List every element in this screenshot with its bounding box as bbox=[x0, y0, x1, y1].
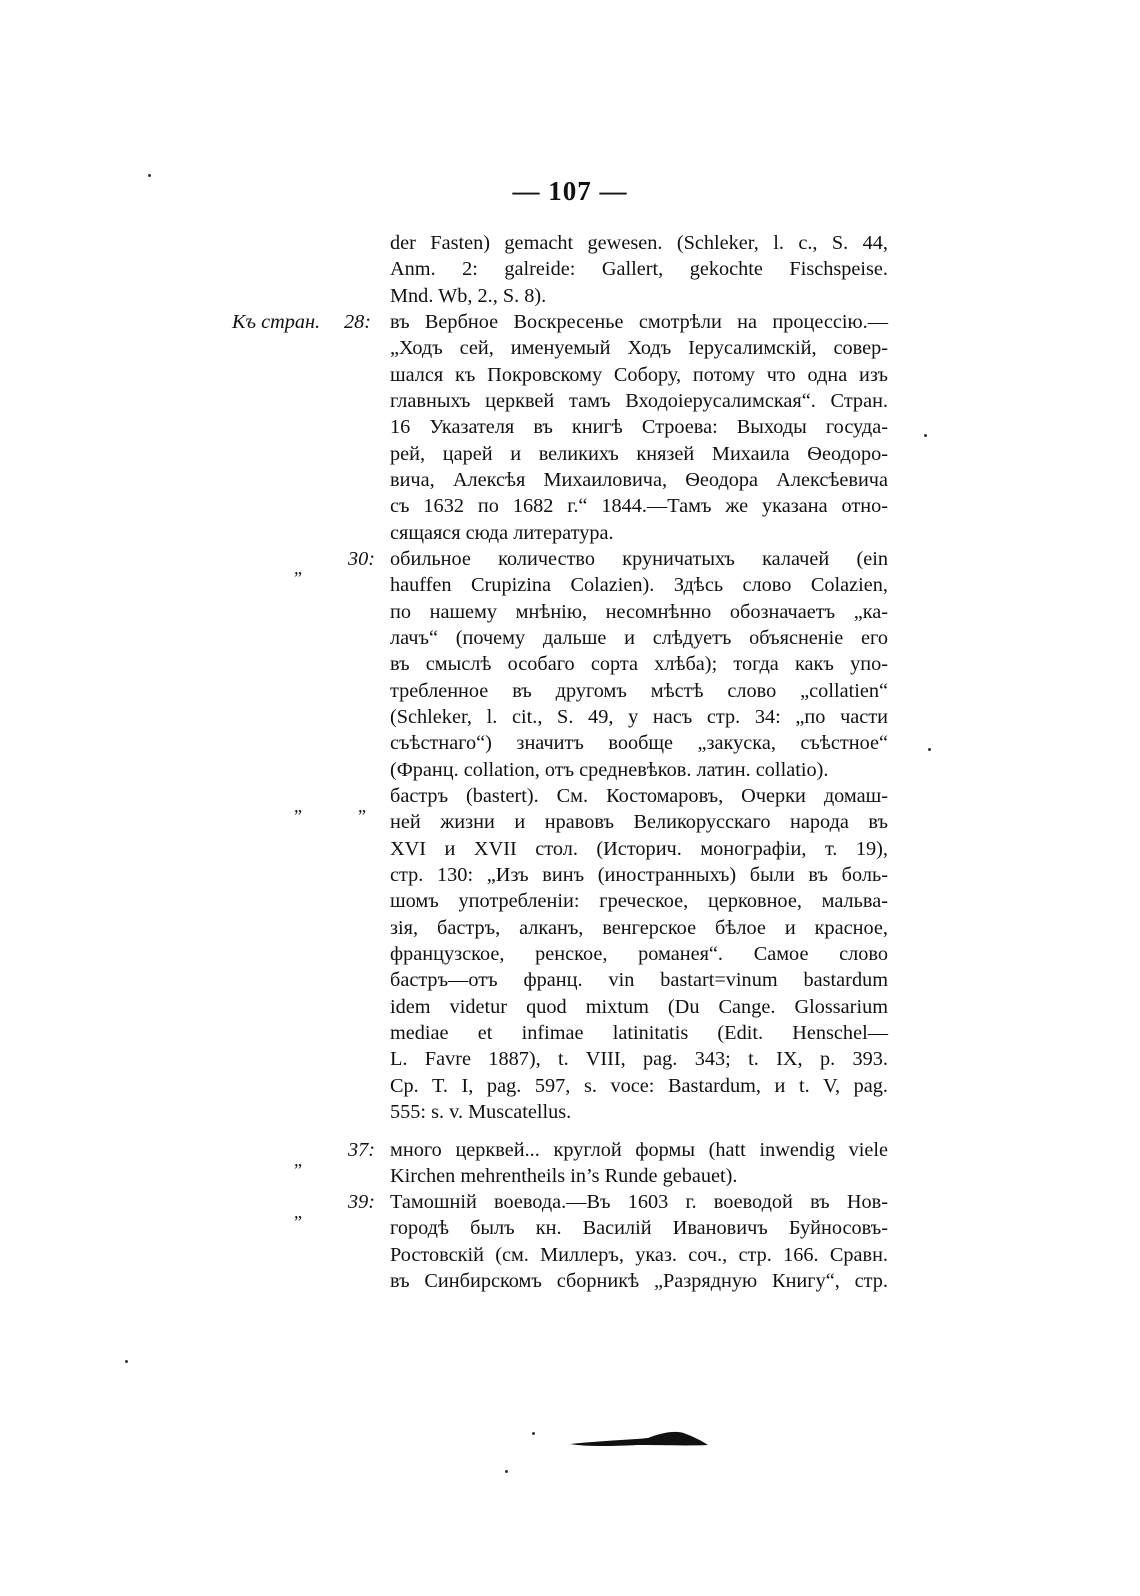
text-line: Cp. T. I, pag. 597, s. voce: Bastardum, и t. V, pag. bbox=[390, 1074, 888, 1097]
scan-speck bbox=[148, 174, 151, 177]
text-line: Тамошній воевода.—Въ 1603 г. воеводой въ Нов- bbox=[390, 1191, 888, 1213]
text-line: французское, ренское, романея“. Самое слово bbox=[390, 943, 888, 966]
page-reference-number: 30: bbox=[348, 548, 376, 570]
page-reference-number: 28: bbox=[344, 311, 372, 333]
text-line: Mnd. Wb, 2., S. 8). bbox=[390, 284, 547, 307]
text-line: въ смыслѣ особаго сорта хлѣба); тогда какъ упо- bbox=[390, 653, 888, 676]
scan-speck bbox=[125, 1360, 128, 1363]
page-reference-number: 37: bbox=[348, 1139, 376, 1161]
ditto-mark: „ bbox=[294, 1150, 302, 1170]
text-line: лачъ“ (почему дальше и слѣдуетъ объясненіе его bbox=[390, 627, 888, 650]
text-line: сящаяся сюда литература. bbox=[390, 521, 614, 544]
text-line: (Франц. collation, отъ средневѣков. латин. collatio). bbox=[390, 758, 829, 781]
page-number: — 107 — bbox=[512, 176, 628, 206]
text-line: въ Вербное Воскресенье смотрѣли на процессію.— bbox=[390, 311, 888, 333]
note-page-37 bbox=[390, 1137, 888, 1190]
text-line: требленное въ другомъ мѣстѣ слово „collatien“ bbox=[390, 679, 888, 702]
text-line: 555: s. v. Muscatellus. bbox=[390, 1101, 572, 1124]
text-line: бастръ (bastert). См. Костомаровъ, Очерки домаш- bbox=[390, 785, 888, 807]
text-line: зія, бастръ, алканъ, венгерское бѣлое и красное, bbox=[390, 916, 888, 939]
text-line: въ Синбирскомъ сборникѣ „Разрядную Книгу“, стр. bbox=[390, 1270, 888, 1293]
text-line: шомъ употребленіи: греческое, церковное, мальва- bbox=[390, 890, 888, 913]
note-page-30 bbox=[390, 546, 888, 783]
text-line: hauffen Crupizina Colazien). Здѣсь слово Colazien, bbox=[390, 574, 888, 597]
text-line: XVI и XVII стол. (Историч. монографіи, т. 19), bbox=[390, 837, 888, 860]
text-line: стр. 130: „Изъ винъ (иностранныхъ) были въ боль- bbox=[390, 864, 888, 887]
text-line: L. Favre 1887), t. VIII, pag. 343; t. IX, p. 393. bbox=[390, 1048, 888, 1071]
text-line: Kirchen mehrentheils in’s Runde gebauet). bbox=[390, 1165, 738, 1188]
note-page-30-bastr bbox=[390, 783, 888, 1125]
ditto-mark: „ bbox=[294, 558, 302, 578]
text-line: mediae et infimae latinitatis (Edit. Henschel— bbox=[390, 1022, 888, 1045]
text-line: съ 1632 по 1682 г.“ 1844.—Тамъ же указана отно- bbox=[390, 495, 888, 518]
text-line: Ростовскій (см. Миллеръ, указ. соч., стр. 166. Сравн. bbox=[390, 1243, 888, 1266]
ditto-mark: „ bbox=[358, 796, 366, 816]
scan-speck bbox=[505, 1470, 508, 1473]
ditto-mark: „ bbox=[294, 796, 302, 816]
scan-speck bbox=[532, 1432, 535, 1435]
text-line: много церквей... круглой формы (hatt inwendig viele bbox=[390, 1139, 888, 1161]
text-line: шался къ Покровскому Собору, потому что одна изъ bbox=[390, 363, 888, 386]
text-line: „Ходъ сей, именуемый Ходъ Іерусалимскій, совер- bbox=[390, 337, 888, 360]
text-line: бастръ—отъ франц. vin bastart=vinum bastardum bbox=[390, 969, 888, 992]
scan-speck bbox=[928, 748, 931, 751]
text-line: обильное количество круничатыхъ калачей (ein bbox=[390, 548, 888, 570]
text-line: Anm. 2: galreide: Gallert, gekochte Fischspeise. bbox=[390, 258, 888, 281]
text-line: 16 Указателя въ книгѣ Строева: Выходы госуда- bbox=[390, 416, 888, 439]
text-line: по нашему мнѣнію, несомнѣнно обозначаетъ „ка- bbox=[390, 600, 888, 623]
page-reference-number: 39: bbox=[348, 1191, 376, 1213]
text-block-continuation bbox=[390, 230, 888, 309]
ditto-mark: „ bbox=[294, 1202, 302, 1222]
page-reference-prefix: Къ стран. bbox=[232, 311, 321, 333]
text-line: idem videtur quod mixtum (Du Cange. Glossarium bbox=[390, 995, 888, 1018]
text-line: съѣстнаго“) значитъ вообще „закуска, съѣстное“ bbox=[390, 732, 888, 755]
text-line: вича, Алексѣя Михаиловича, Ѳеодора Алексѣевича bbox=[390, 469, 888, 492]
note-page-39 bbox=[390, 1189, 888, 1294]
text-line: der Fasten) gemacht gewesen. (Schleker, l. c., S. 44, bbox=[390, 232, 888, 254]
note-page-28 bbox=[390, 309, 888, 546]
text-line: (Schleker, l. cit., S. 49, у насъ стр. 34: „по части bbox=[390, 706, 888, 729]
text-line: ней жизни и нравовъ Великорусскаго народа въ bbox=[390, 811, 888, 834]
scan-speck bbox=[924, 434, 927, 437]
end-ornament-icon bbox=[568, 1426, 718, 1452]
text-line: городѣ былъ кн. Василій Ивановичъ Буйносовъ- bbox=[390, 1217, 888, 1240]
text-line: главныхъ церквей тамъ Входоіерусалимская“. Стран. bbox=[390, 390, 888, 413]
text-line: рей, царей и великихъ князей Михаила Ѳеодоро- bbox=[390, 442, 888, 465]
